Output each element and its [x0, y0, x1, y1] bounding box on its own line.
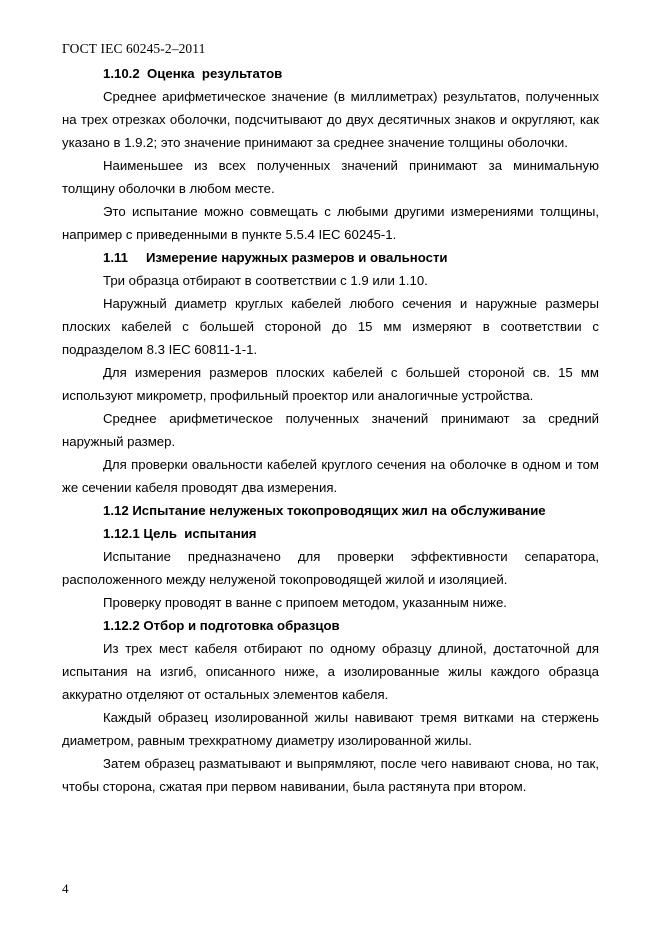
section-heading-1-12: 1.12 Испытание нелуженых токопроводящих жил на обслуживание — [103, 503, 546, 518]
paragraph: Испытание предназначено для проверки эффективности сепаратора, расположенного между нелуженой токопроводящей жилой и изоляцией. — [62, 549, 599, 587]
paragraph: Среднее арифметическое значение (в миллиметрах) результатов, полученных на трех отрезках оболочки, подсчитывают до двух десятичных знаков и округляют, как указано в 1.9.2; это значение принимают за среднее значение толщины оболочки. — [62, 89, 599, 150]
paragraph: Проверку проводят в ванне с припоем методом, указанным ниже. — [103, 595, 507, 610]
section-heading-1-12-1: 1.12.1 Цель испытания — [103, 526, 257, 541]
paragraph: Три образца отбирают в соответствии с 1.9 или 1.10. — [103, 273, 428, 288]
document-header: ГОСТ IEC 60245-2–2011 — [62, 41, 206, 56]
page-body — [62, 62, 599, 798]
paragraph: Каждый образец изолированной жилы навивают тремя витками на стержень диаметром, равным трехкратному диаметру изолированной жилы. — [62, 710, 599, 748]
page-number: 4 — [62, 881, 69, 896]
paragraph: Наименьшее из всех полученных значений принимают за минимальную толщину оболочки в любом месте. — [62, 158, 599, 196]
section-heading-1-12-2: 1.12.2 Отбор и подготовка образцов — [103, 618, 340, 633]
section-heading-1-10-2: 1.10.2 Оценка результатов — [103, 66, 283, 81]
paragraph: Среднее арифметическое полученных значений принимают за средний наружный размер. — [62, 411, 599, 449]
paragraph: Для измерения размеров плоских кабелей с большей стороной св. 15 мм используют микрометр, профильный проектор или аналогичные устройства. — [62, 365, 599, 403]
paragraph: Это испытание можно совмещать с любыми другими измерениями толщины, например с приведенными в пункте 5.5.4 IEC 60245-1. — [62, 204, 599, 242]
section-heading-1-11 — [62, 246, 599, 269]
section-number: 1.11 — [103, 250, 128, 265]
section-title: Измерение наружных размеров и овальности — [145, 250, 448, 265]
paragraph: Из трех мест кабеля отбирают по одному образцу длиной, достаточной для испытания на изгиб, описанного ниже, а изолированные жилы каждого образца аккуратно отделяют от остальных элементов кабеля. — [62, 641, 599, 702]
paragraph: Наружный диаметр круглых кабелей любого сечения и наружные размеры плоских кабелей с большей стороной до 15 мм измеряют в соответствии с подразделом 8.3 IEC 60811-1-1. — [62, 296, 599, 357]
paragraph: Затем образец разматывают и выпрямляют, после чего навивают снова, но так, чтобы сторона, сжатая при первом навивании, была растянута при втором. — [62, 756, 599, 794]
paragraph: Для проверки овальности кабелей круглого сечения на оболочке в одном и том же сечении кабеля проводят два измерения. — [62, 457, 599, 495]
